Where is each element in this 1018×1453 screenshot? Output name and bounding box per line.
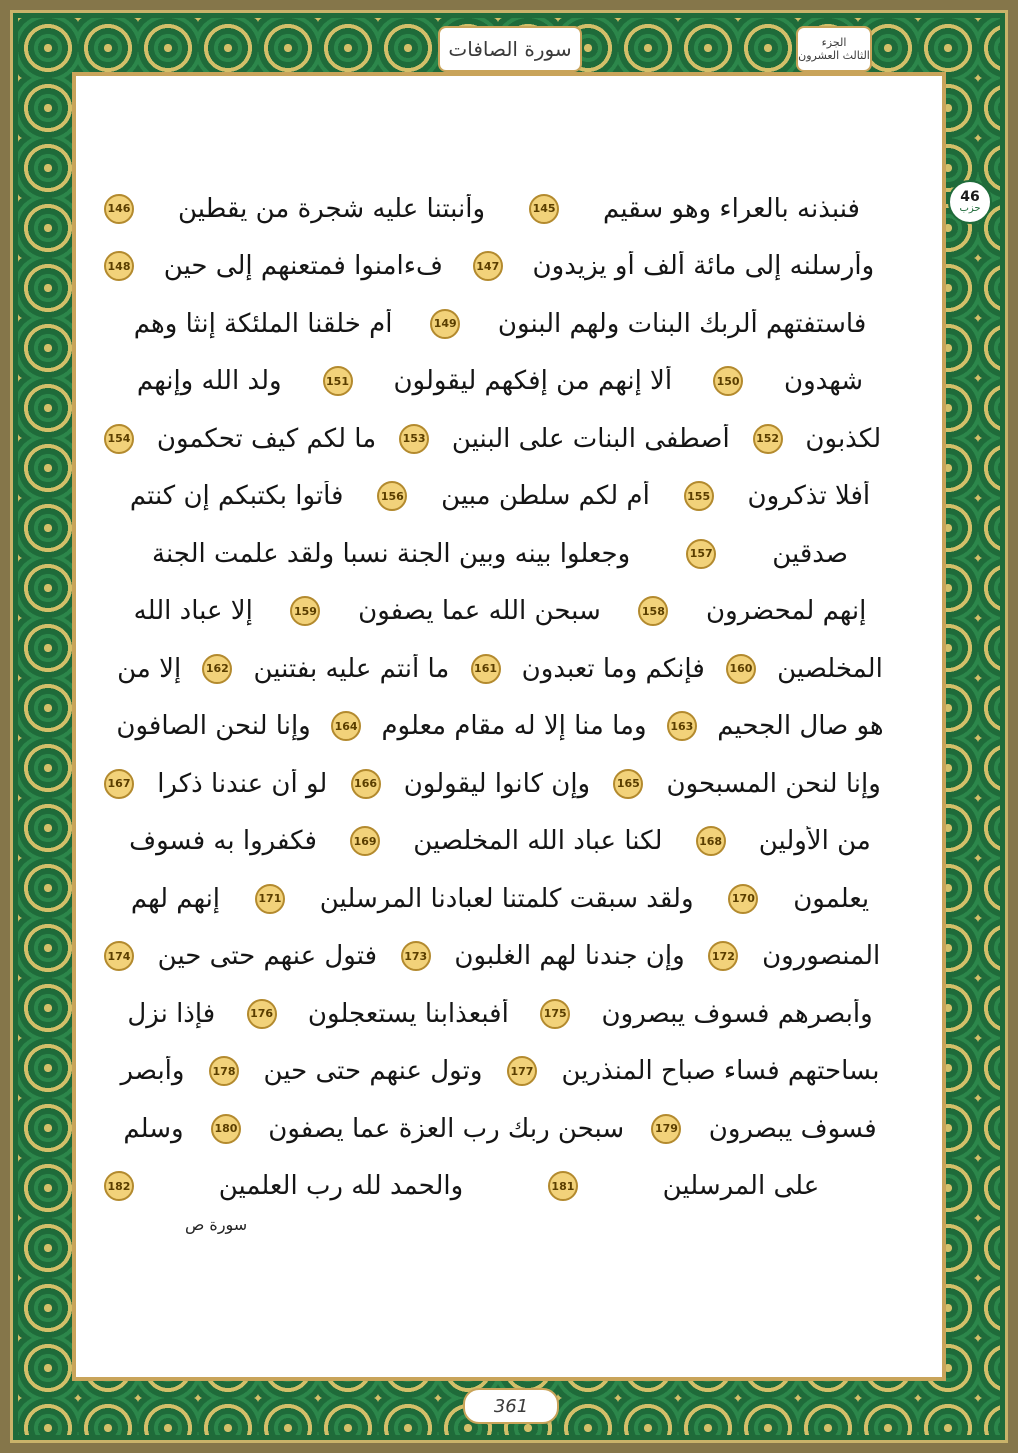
ayah-number-marker: 179 (651, 1114, 681, 1144)
ayah-number-marker: 180 (211, 1114, 241, 1144)
ayah-number-marker: 181 (548, 1171, 578, 1201)
text-line (100, 870, 900, 928)
ayah-number-marker: 175 (540, 999, 570, 1029)
verse-text: هو صال الجحيم (717, 711, 884, 742)
ayah-number-marker: 174 (104, 941, 134, 971)
ayah-number-marker: 152 (753, 424, 783, 454)
ayah-number-marker: 173 (401, 941, 431, 971)
surah-name-box (438, 26, 582, 72)
verse-text: فتول عنهم حتى حين (157, 941, 378, 972)
verse-text: شهدون (783, 366, 864, 397)
text-line (100, 295, 900, 353)
ayah-number-marker: 167 (104, 769, 134, 799)
juz-box (796, 26, 872, 72)
ayah-number-marker: 158 (638, 596, 668, 626)
verse-text: وأبصر (120, 1056, 185, 1087)
verse-text: وتول عنهم حتى حين (263, 1056, 483, 1087)
verse-text: وإن كانوا ليقولون (403, 768, 591, 799)
ayah-number-marker: 172 (708, 941, 738, 971)
verse-text: بساحتهم فساء صباح المنذرين (561, 1056, 880, 1087)
page-number: 361 (493, 1395, 529, 1417)
text-line (100, 755, 900, 813)
verse-text: ولد الله وإنهم (136, 366, 282, 397)
verse-text: المخلصين (777, 653, 883, 684)
ayah-number-marker: 168 (696, 826, 726, 856)
ayah-number-marker: 177 (507, 1056, 537, 1086)
ayah-number-marker: 154 (104, 424, 134, 454)
juz-name: الثالث العشرون (798, 49, 870, 62)
verse-text: أم لكم سلطن مبين (441, 481, 650, 512)
text-line (100, 180, 900, 238)
ayah-number-marker: 145 (529, 194, 559, 224)
ayah-number-marker: 176 (247, 999, 277, 1029)
ayah-number-marker: 166 (351, 769, 381, 799)
text-line (100, 468, 900, 526)
juz-label: الجزء (821, 36, 847, 49)
text-line (100, 1043, 900, 1101)
text-line (100, 928, 900, 986)
verse-text: ألا إنهم من إفكهم ليقولون (393, 366, 673, 397)
verse-text: وأبصرهم فسوف يبصرون (601, 998, 873, 1029)
ayah-number-marker: 150 (713, 366, 743, 396)
verse-text: المنصورون (762, 941, 881, 972)
page-number-box (463, 1388, 559, 1424)
text-line (100, 525, 900, 583)
ayah-number-marker: 148 (104, 251, 134, 281)
text-line (100, 1100, 900, 1158)
hizb-number: 46 (960, 189, 980, 205)
ayah-number-marker: 146 (104, 194, 134, 224)
ayah-number-marker: 165 (613, 769, 643, 799)
text-line (100, 1158, 900, 1216)
verse-text: إنهم لهم (130, 883, 221, 914)
surah-name: سورة الصافات (448, 37, 572, 61)
verse-text: ولقد سبقت كلمتنا لعبادنا المرسلين (319, 883, 694, 914)
ayah-number-marker: 171 (255, 884, 285, 914)
text-line (100, 353, 900, 411)
verse-text: فإذا نزل (127, 998, 216, 1029)
next-surah-label: سورة ص (185, 1215, 248, 1234)
ayah-number-marker: 162 (202, 654, 232, 684)
ayah-number-marker: 147 (473, 251, 503, 281)
quran-text (100, 180, 900, 1240)
verse-text: ما لكم كيف تحكمون (156, 423, 377, 454)
verse-text: فإنكم وما تعبدون (521, 653, 705, 684)
verse-text: أفبعذابنا يستعجلون (307, 998, 509, 1029)
ayah-number-marker: 151 (323, 366, 353, 396)
verse-text: لكذبون (805, 423, 882, 454)
verse-text: أم خلقنا الملئكة إنثا وهم (133, 308, 393, 339)
verse-text: فنبذنه بالعراء وهو سقيم (603, 193, 860, 224)
ayah-number-marker: 163 (667, 711, 697, 741)
text-line (100, 583, 900, 641)
verse-text: من الأولين (758, 826, 871, 857)
text-line (100, 640, 900, 698)
verse-text: وما منا إلا له مقام معلوم (381, 711, 647, 742)
text-line (100, 238, 900, 296)
ayah-number-marker: 182 (104, 1171, 134, 1201)
verse-text: وأرسلنه إلى مائة ألف أو يزيدون (532, 251, 875, 282)
verse-text: وسلم (123, 1113, 184, 1144)
ayah-number-marker: 159 (290, 596, 320, 626)
verse-text: إلا عباد الله (133, 596, 253, 627)
verse-text: أفلا تذكرون (747, 481, 871, 512)
ayah-number-marker: 160 (726, 654, 756, 684)
verse-text: وأنبتنا عليه شجرة من يقطين (177, 193, 486, 224)
verse-text: فسوف يبصرون (708, 1113, 877, 1144)
ayah-number-marker: 170 (728, 884, 758, 914)
verse-text: صدقين (772, 538, 848, 569)
verse-text: فأتوا بكتبكم إن كنتم (129, 481, 344, 512)
verse-text: على المرسلين (662, 1171, 820, 1202)
verse-text: يعلمون (793, 883, 870, 914)
verse-text: لكنا عباد الله المخلصين (413, 826, 663, 857)
ayah-number-marker: 149 (430, 309, 460, 339)
verse-text: إلا من (117, 653, 182, 684)
ayah-number-marker: 178 (209, 1056, 239, 1086)
verse-text: إنهم لمحضرون (706, 596, 867, 627)
verse-text: وإنا لنحن الصافون (116, 711, 311, 742)
ayah-number-marker: 156 (377, 481, 407, 511)
verse-text: أصطفى البنات على البنين (451, 423, 730, 454)
text-line (100, 985, 900, 1043)
verse-text: وإنا لنحن المسبحون (666, 768, 881, 799)
ayah-number-marker: 153 (399, 424, 429, 454)
text-line (100, 698, 900, 756)
verse-text: والحمد لله رب العلمين (218, 1171, 464, 1202)
verse-text: سبحن ربك رب العزة عما يصفون (268, 1113, 625, 1144)
ayah-number-marker: 161 (471, 654, 501, 684)
verse-text: فكفروا به فسوف (129, 826, 317, 857)
verse-text: فاستفتهم ألربك البنات ولهم البنون (497, 308, 867, 339)
verse-text: وجعلوا بينه وبين الجنة نسبا ولقد علمت الجنة (152, 538, 631, 569)
text-line (100, 410, 900, 468)
verse-text: ما أنتم عليه بفتنين (253, 653, 450, 684)
hizb-mark: حزب (959, 203, 981, 214)
ayah-number-marker: 169 (350, 826, 380, 856)
ayah-number-marker: 157 (686, 539, 716, 569)
verse-text: لو أن عندنا ذكرا (157, 768, 328, 799)
hizb-marker (948, 180, 992, 224)
verse-text: وإن جندنا لهم الغلبون (454, 941, 685, 972)
text-line (100, 813, 900, 871)
ayah-number-marker: 164 (331, 711, 361, 741)
verse-text: سبحن الله عما يصفون (358, 596, 601, 627)
verse-text: فءامنوا فمتعنهم إلى حين (163, 251, 443, 282)
ayah-number-marker: 155 (684, 481, 714, 511)
